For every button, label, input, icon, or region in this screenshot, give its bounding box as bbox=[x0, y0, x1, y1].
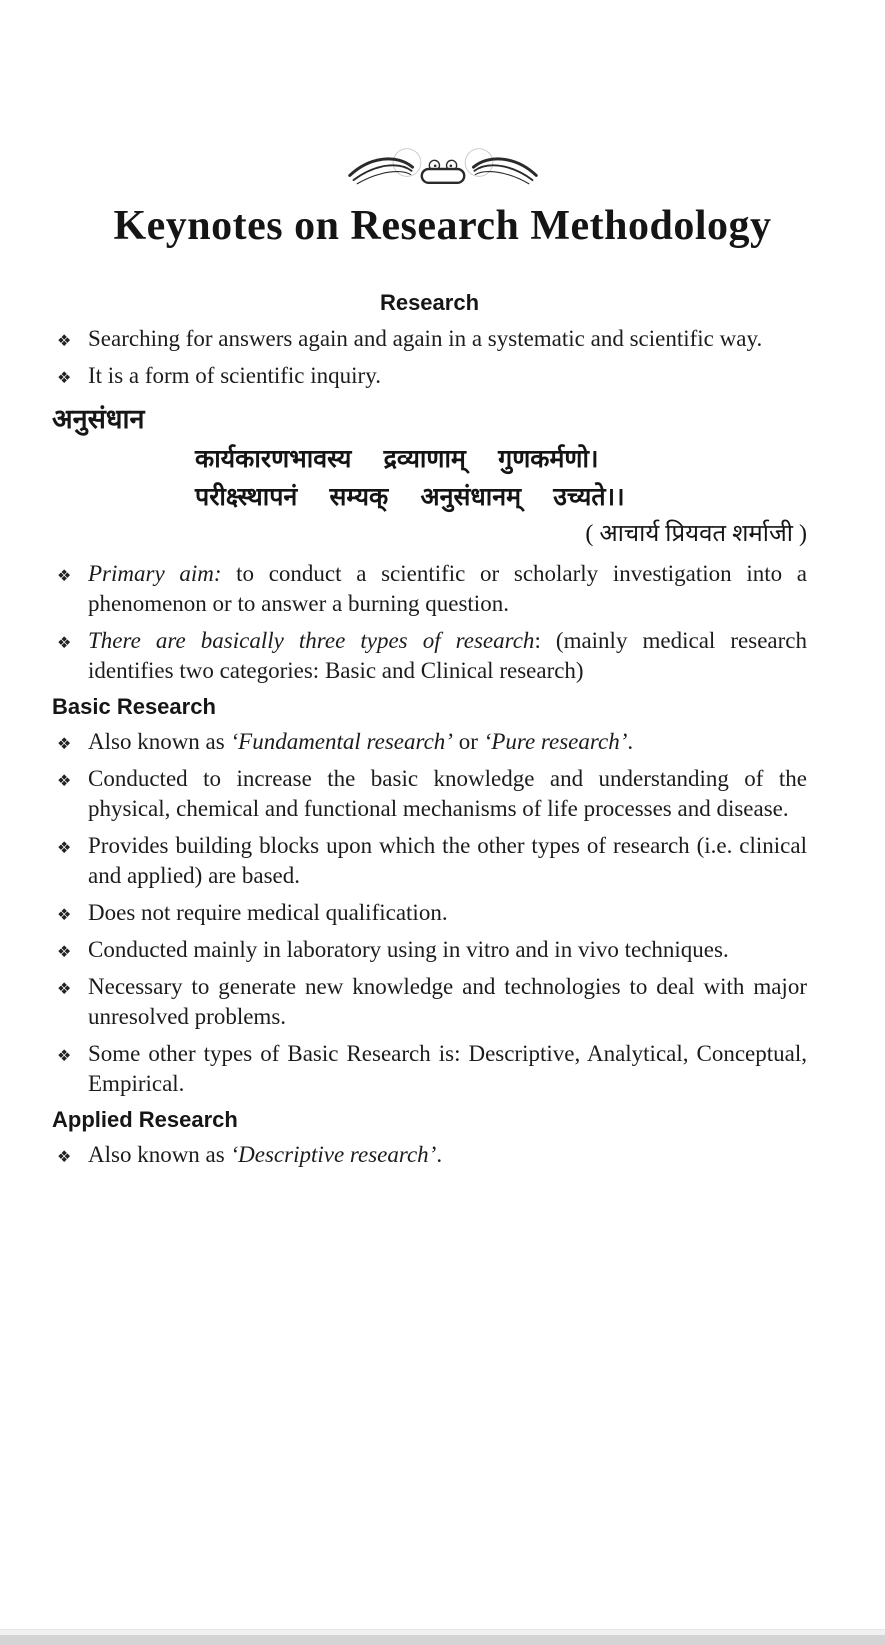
text-segment: Searching for answers again and again in a systematic and scientific way. bbox=[88, 326, 763, 351]
text-segment: ‘Descriptive research’ bbox=[230, 1142, 437, 1167]
verse-line: कार्यकारणभावस्य द्रव्याणाम् गुणकर्मणो। bbox=[195, 446, 599, 473]
text-segment: Provides building blocks upon which the other types of research (i.e. clinical and applied) are based. bbox=[88, 833, 807, 888]
bullet-diamond-icon: ❖ bbox=[57, 734, 72, 753]
viewer-bottom-strip bbox=[0, 1635, 885, 1645]
bullet-item bbox=[52, 764, 807, 824]
bullet-diamond-icon: ❖ bbox=[57, 633, 72, 652]
section-heading: Basic Research bbox=[52, 694, 216, 719]
section-heading-center: Research bbox=[379, 290, 480, 315]
bullet-item bbox=[52, 324, 807, 354]
bullet-item bbox=[52, 1039, 807, 1099]
bullet-text bbox=[88, 900, 448, 925]
bullet-diamond-icon: ❖ bbox=[57, 905, 72, 924]
text-segment: . bbox=[436, 1142, 443, 1167]
text-segment: Necessary to generate new knowledge and technologies to deal with major unresolved problems. bbox=[88, 974, 807, 1029]
bullet-diamond-icon: ❖ bbox=[57, 331, 72, 350]
bullet-text bbox=[88, 1142, 442, 1167]
bullet-text bbox=[88, 628, 807, 683]
bullet-text bbox=[88, 363, 381, 388]
bullet-text bbox=[88, 561, 807, 616]
bullet-text bbox=[88, 729, 633, 754]
text-segment: Also known as bbox=[88, 1142, 231, 1167]
bullet-diamond-icon: ❖ bbox=[57, 368, 72, 387]
bullet-diamond-icon: ❖ bbox=[57, 979, 72, 998]
text-segment: or bbox=[452, 729, 484, 754]
content-blocks bbox=[0, 290, 885, 1170]
text-segment: Some other types of Basic Research is: Descriptive, Analytical, Conceptual, Empirical. bbox=[88, 1041, 807, 1096]
bullet-text bbox=[88, 1041, 807, 1096]
verse-line: परीक्ष्स्थापनं सम्यक् अनुसंधानम् उच्यते।। bbox=[195, 484, 625, 511]
bullet-item bbox=[52, 559, 807, 619]
bullet-diamond-icon: ❖ bbox=[57, 1147, 72, 1166]
bullet-diamond-icon: ❖ bbox=[57, 1046, 72, 1065]
bullet-item bbox=[52, 361, 807, 391]
text-segment: : (mainly medical research identifies two categories: Basic and Clinical research) bbox=[88, 628, 807, 683]
bullet-item bbox=[52, 1140, 807, 1170]
page-title: Keynotes on Research Methodology bbox=[113, 203, 772, 249]
bullet-diamond-icon: ❖ bbox=[57, 771, 72, 790]
text-segment: Also known as bbox=[88, 729, 231, 754]
bullet-item bbox=[52, 831, 807, 891]
bullet-item bbox=[52, 626, 807, 686]
bullet-item bbox=[52, 972, 807, 1032]
text-segment: ‘Fundamental research’ bbox=[230, 729, 453, 754]
bullet-diamond-icon: ❖ bbox=[57, 942, 72, 961]
bullet-item bbox=[52, 935, 807, 965]
text-segment: ‘Pure research’ bbox=[483, 729, 628, 754]
viewer-bottom-bar bbox=[0, 1629, 885, 1645]
text-segment: . bbox=[627, 729, 634, 754]
ornament-flourish-icon bbox=[345, 145, 541, 193]
bullet-diamond-icon: ❖ bbox=[57, 838, 72, 857]
bullet-text bbox=[88, 326, 762, 351]
sanskrit-verse bbox=[195, 441, 807, 551]
hindi-section-heading: अनुसंधान bbox=[52, 404, 145, 434]
bullet-text bbox=[88, 937, 729, 962]
verse-attribution: ( आचार्य प्रियवत शर्माजी ) bbox=[585, 521, 807, 547]
document-page bbox=[0, 145, 885, 1645]
bullet-text bbox=[88, 833, 807, 888]
text-segment: It is a form of scientific inquiry. bbox=[88, 363, 381, 388]
bullet-diamond-icon: ❖ bbox=[57, 566, 72, 585]
section-heading: Applied Research bbox=[52, 1107, 238, 1132]
text-segment: Primary aim: bbox=[88, 561, 222, 586]
bullet-item bbox=[52, 727, 807, 757]
text-segment: There are basically three types of research bbox=[88, 628, 535, 653]
text-segment: Does not require medical qualification. bbox=[88, 900, 448, 925]
text-segment: Conducted to increase the basic knowledge and understanding of the physical, chemical and functional mechanisms of life processes and disease. bbox=[88, 766, 807, 821]
text-segment: to conduct a scientific or scholarly investigation into a phenomenon or to answer a burning question. bbox=[88, 561, 807, 616]
bullet-text bbox=[88, 766, 807, 821]
text-segment: Conducted mainly in laboratory using in vitro and in vivo techniques. bbox=[88, 937, 729, 962]
bullet-item bbox=[52, 898, 807, 928]
bullet-text bbox=[88, 974, 807, 1029]
